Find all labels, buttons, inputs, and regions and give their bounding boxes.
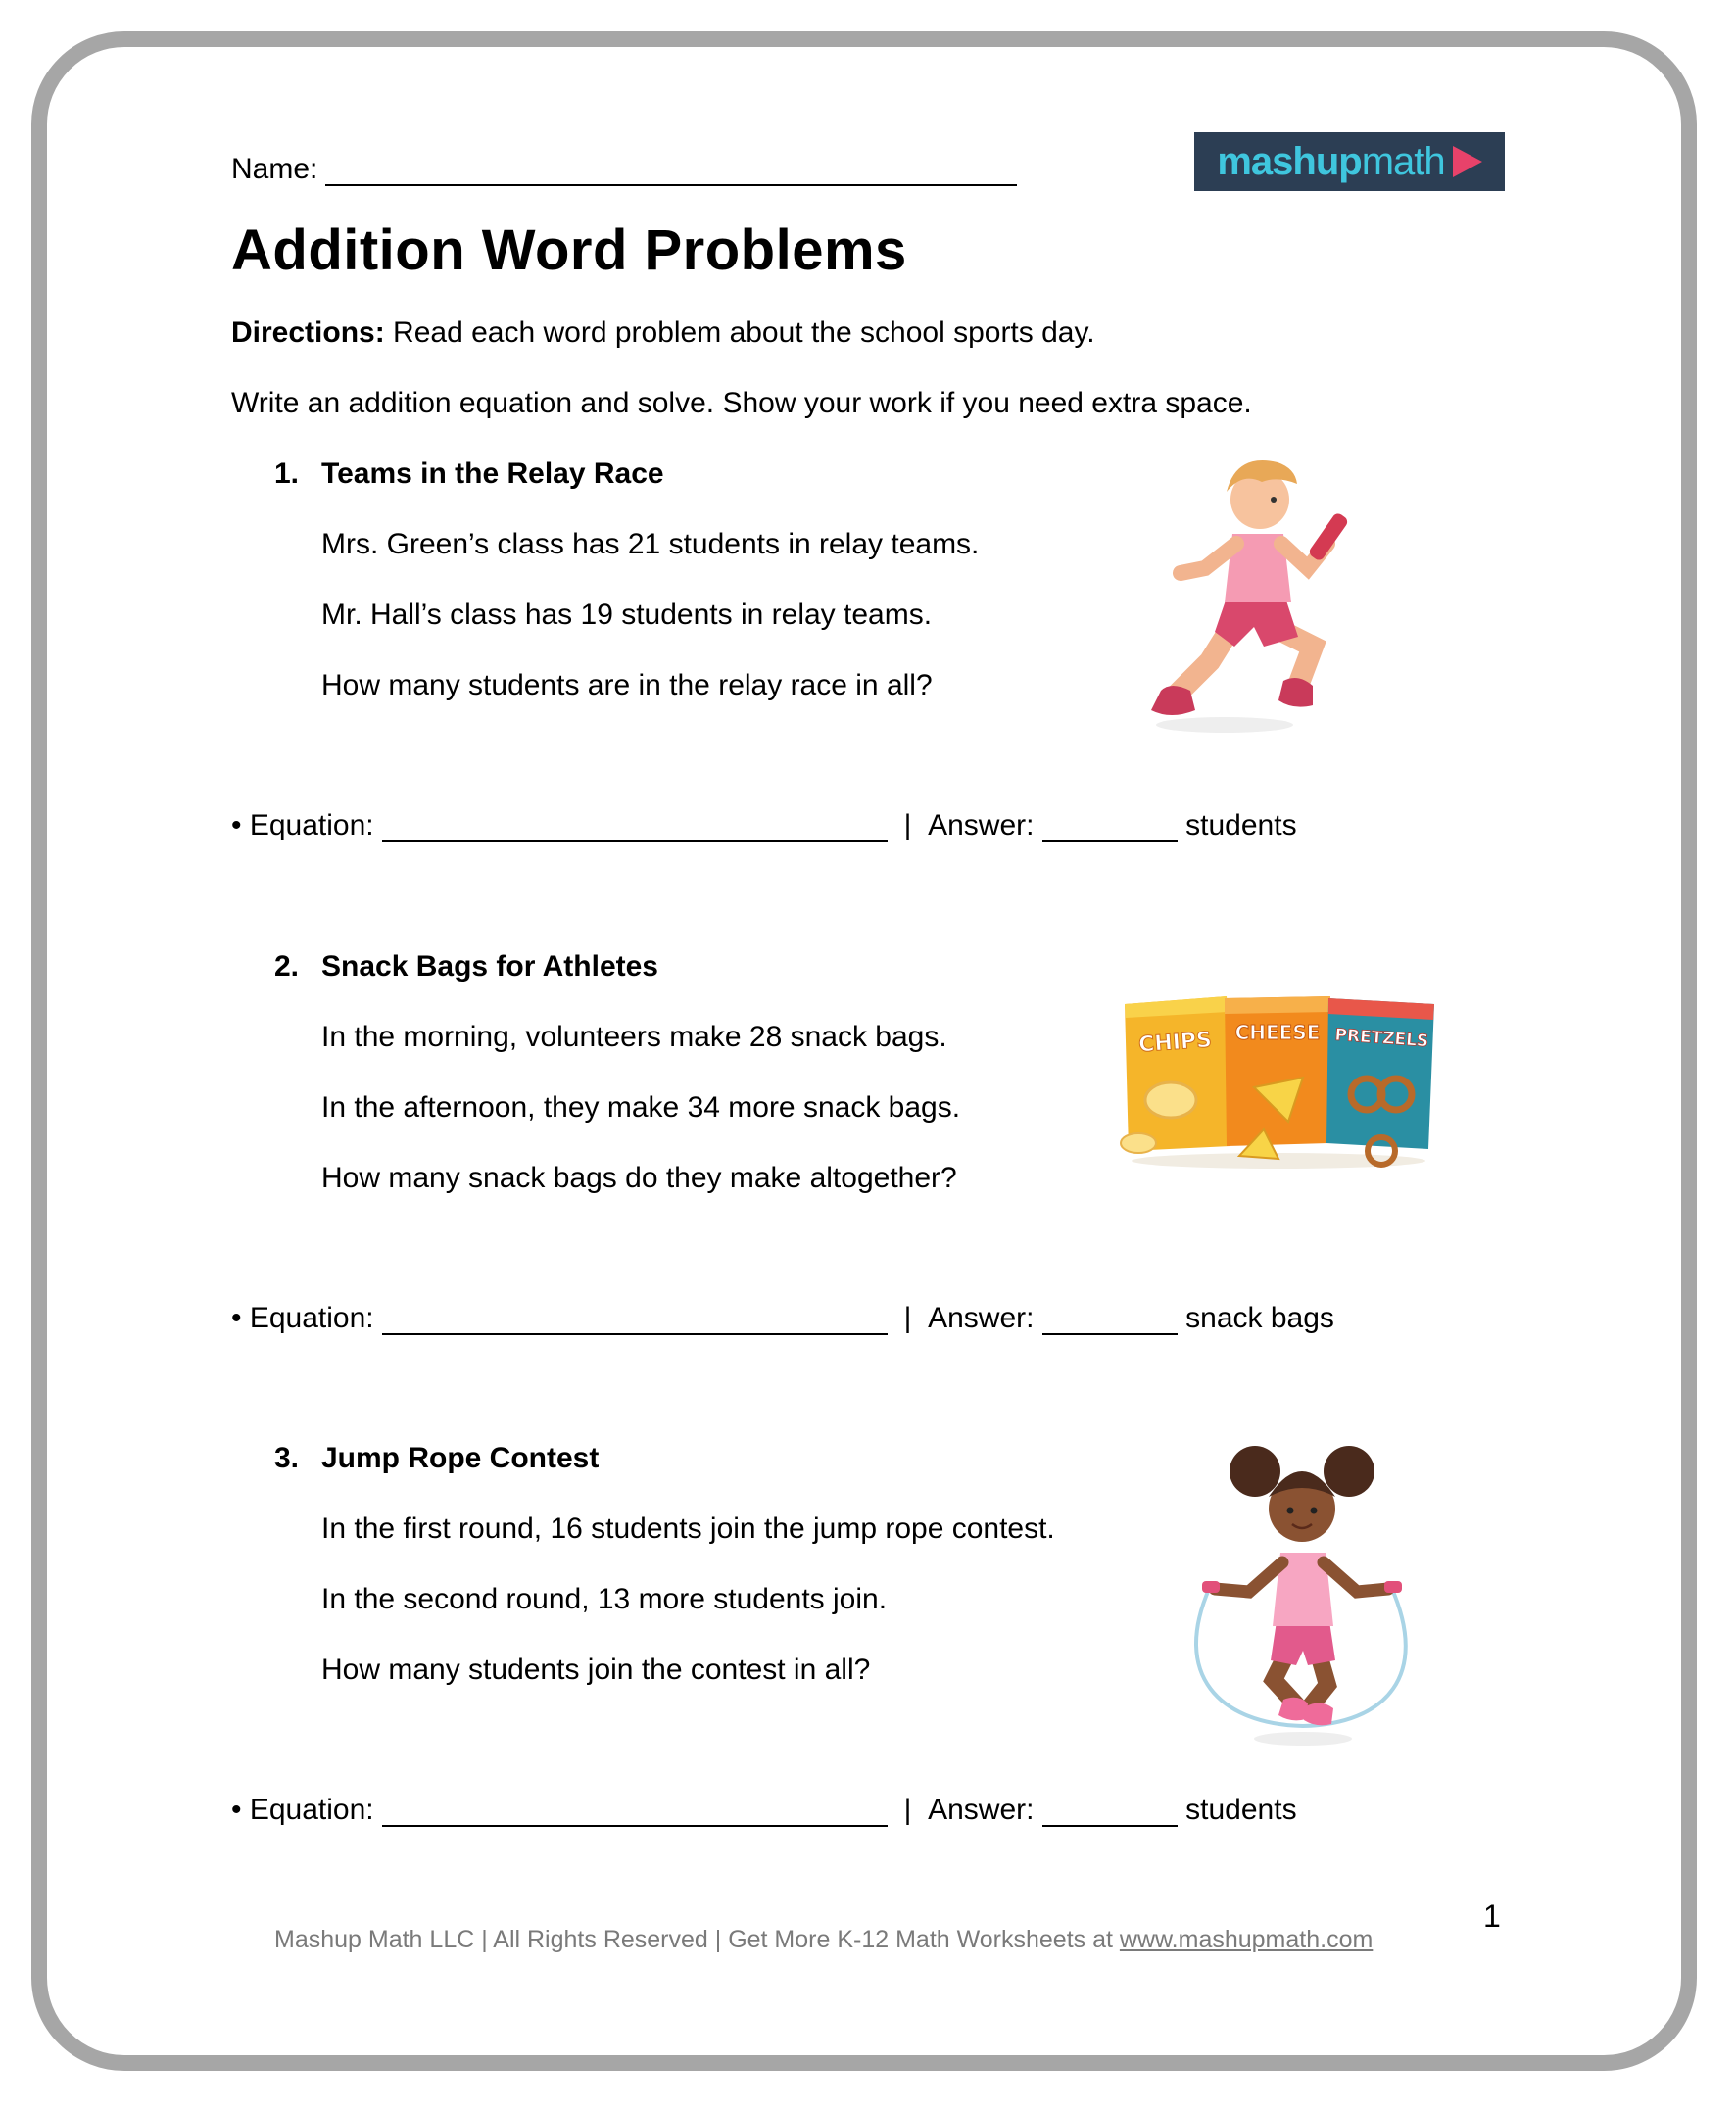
chips-label: CHIPS xyxy=(1137,1028,1213,1058)
name-label: Name: xyxy=(231,153,318,185)
problem-2-line-3: How many snack bags do they make altogether? xyxy=(321,1162,957,1194)
separator: | xyxy=(903,809,912,841)
problem-title-text: Teams in the Relay Race xyxy=(321,457,664,490)
problem-1-title xyxy=(274,457,664,491)
equation-label: • Equation: xyxy=(231,1302,374,1334)
snack-bags-illustration xyxy=(1117,984,1440,1171)
footer-copyright: Mashup Math LLC | All Rights Reserved | Get More K-12 Math Worksheets at xyxy=(274,1926,1120,1953)
name-input-line[interactable] xyxy=(325,153,1017,186)
footer-text xyxy=(274,1926,1373,1954)
page-title: Addition Word Problems xyxy=(231,218,907,282)
pretzels-label: PRETZELS xyxy=(1333,1025,1429,1052)
answer-unit: snack bags xyxy=(1185,1302,1334,1334)
answer-blank[interactable] xyxy=(1042,1304,1178,1335)
problem-number: 1. xyxy=(274,457,300,490)
answer-label: Answer: xyxy=(928,809,1035,841)
problem-2-line-1: In the morning, volunteers make 28 snack bags. xyxy=(321,1021,947,1053)
directions-line-1 xyxy=(231,316,1095,350)
answer-blank[interactable] xyxy=(1042,1796,1178,1827)
equation-blank[interactable] xyxy=(382,1304,888,1335)
equation-blank[interactable] xyxy=(382,1796,888,1827)
equation-label: • Equation: xyxy=(231,1794,374,1826)
directions-line-2: Write an addition equation and solve. Show your work if you need extra space. xyxy=(231,387,1252,419)
equation-blank[interactable] xyxy=(382,811,888,842)
answer-unit: students xyxy=(1185,809,1297,841)
problem-2-line-2: In the afternoon, they make 34 more snack bags. xyxy=(321,1091,961,1124)
problem-1-line-3: How many students are in the relay race in all? xyxy=(321,669,933,701)
cheese-label: CHEESE xyxy=(1234,1021,1321,1044)
jump-rope-girl-illustration xyxy=(1181,1420,1425,1749)
play-arrow-icon xyxy=(1453,146,1482,177)
problem-3-answer-row xyxy=(231,1794,1297,1827)
running-boy-illustration xyxy=(1117,451,1430,754)
footer-link[interactable]: www.mashupmath.com xyxy=(1119,1926,1374,1953)
problem-3-line-3: How many students join the contest in all? xyxy=(321,1654,871,1686)
directions-label: Directions: xyxy=(231,316,385,349)
separator: | xyxy=(903,1794,912,1826)
problem-2-title xyxy=(274,950,658,984)
problem-3-line-1: In the first round, 16 students join the jump rope contest. xyxy=(321,1512,1055,1545)
problem-2-answer-row xyxy=(231,1302,1334,1335)
problem-3-line-2: In the second round, 13 more students join. xyxy=(321,1583,888,1615)
problem-1-line-2: Mr. Hall’s class has 19 students in relay teams. xyxy=(321,599,933,631)
logo-text: mashupmath xyxy=(1217,139,1445,183)
problem-title-text: Jump Rope Contest xyxy=(321,1442,600,1474)
page-number: 1 xyxy=(1483,1898,1501,1934)
problem-1-line-1: Mrs. Green’s class has 21 students in relay teams. xyxy=(321,528,980,560)
problem-number: 2. xyxy=(274,950,300,983)
problem-title-text: Snack Bags for Athletes xyxy=(321,950,658,983)
directions-text-1: Read each word problem about the school sports day. xyxy=(393,316,1095,349)
problem-3-title xyxy=(274,1442,599,1475)
answer-label: Answer: xyxy=(928,1794,1035,1826)
equation-label: • Equation: xyxy=(231,809,374,841)
separator: | xyxy=(903,1302,912,1334)
answer-label: Answer: xyxy=(928,1302,1035,1334)
mashupmath-logo xyxy=(1194,132,1505,191)
problem-number: 3. xyxy=(274,1442,300,1474)
problem-1-answer-row xyxy=(231,809,1297,842)
name-field-row xyxy=(231,153,1017,186)
answer-unit: students xyxy=(1185,1794,1297,1826)
answer-blank[interactable] xyxy=(1042,811,1178,842)
